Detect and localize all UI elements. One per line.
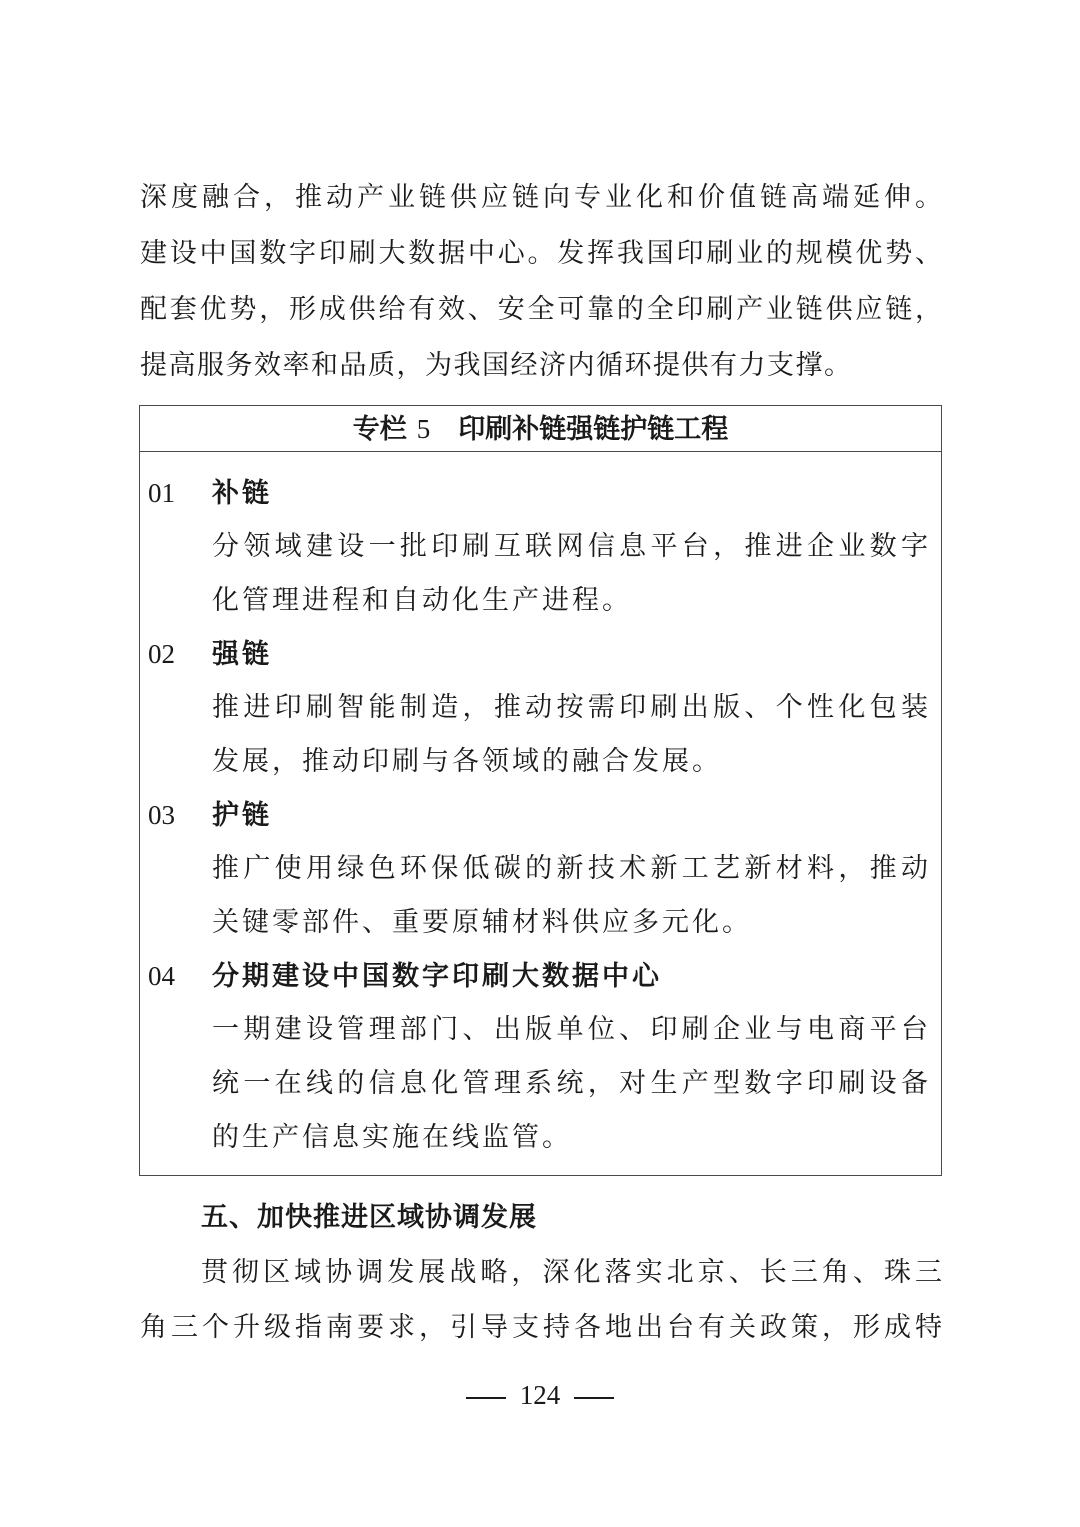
box-title: 印刷补链强链护链工程 (458, 414, 729, 445)
box-item-heading (148, 959, 662, 994)
item-text-line: 统一在线的信息化管理系统，对生产型数字印刷设备 (212, 1068, 928, 1099)
intro-line-2: 建设中国数字印刷大数据中心。发挥我国印刷业的规模优势、 (140, 238, 942, 269)
box-item-heading (148, 798, 272, 833)
page-number: 124 (519, 1380, 561, 1410)
item-number: 01 (148, 478, 175, 508)
item-number: 02 (148, 639, 175, 669)
box-item-heading (148, 637, 272, 672)
intro-line-1: 深度融合，推动产业链供应链向专业化和价值链高端延伸。 (140, 182, 942, 213)
item-title: 护链 (212, 800, 272, 831)
box-title-bar (140, 406, 941, 452)
item-number: 04 (148, 961, 175, 991)
box-number: 5 (416, 414, 431, 444)
item-text-line: 推进印刷智能制造，推动按需印刷出版、个性化包装 (212, 692, 928, 723)
item-text-line: 分领域建设一批印刷互联网信息平台，推进企业数字 (212, 531, 928, 562)
box-item-heading (148, 476, 272, 511)
special-column-box (139, 405, 942, 1176)
intro-line-4: 提高服务效率和品质，为我国经济内循环提供有力支撑。 (140, 350, 853, 381)
dash-right (574, 1397, 614, 1399)
intro-line-3: 配套优势，形成供给有效、安全可靠的全印刷产业链供应链， (140, 294, 942, 325)
item-number: 03 (148, 800, 175, 830)
item-text-line: 化管理进程和自动化生产进程。 (212, 585, 632, 616)
item-title: 分期建设中国数字印刷大数据中心 (212, 961, 662, 992)
item-title: 补链 (212, 478, 272, 509)
item-text-line: 的生产信息实施在线监管。 (212, 1122, 572, 1153)
page-number-footer (0, 1378, 1080, 1412)
item-text-line: 推广使用绿色环保低碳的新技术新工艺新材料，推动 (212, 853, 928, 884)
dash-left (466, 1397, 506, 1399)
item-text-line: 关键零部件、重要原辅材料供应多元化。 (212, 907, 752, 938)
item-title: 强链 (212, 639, 272, 670)
item-text-line: 一期建设管理部门、出版单位、印刷企业与电商平台 (212, 1014, 928, 1045)
item-text-line: 发展，推动印刷与各领域的融合发展。 (212, 746, 722, 777)
section-text-line: 角三个升级指南要求，引导支持各地出台有关政策，形成特 (140, 1312, 942, 1343)
section-heading: 五、加快推进区域协调发展 (201, 1202, 537, 1233)
section-text-line: 贯彻区域协调发展战略，深化落实北京、长三角、珠三 (201, 1257, 942, 1288)
box-label: 专栏 (352, 414, 407, 445)
